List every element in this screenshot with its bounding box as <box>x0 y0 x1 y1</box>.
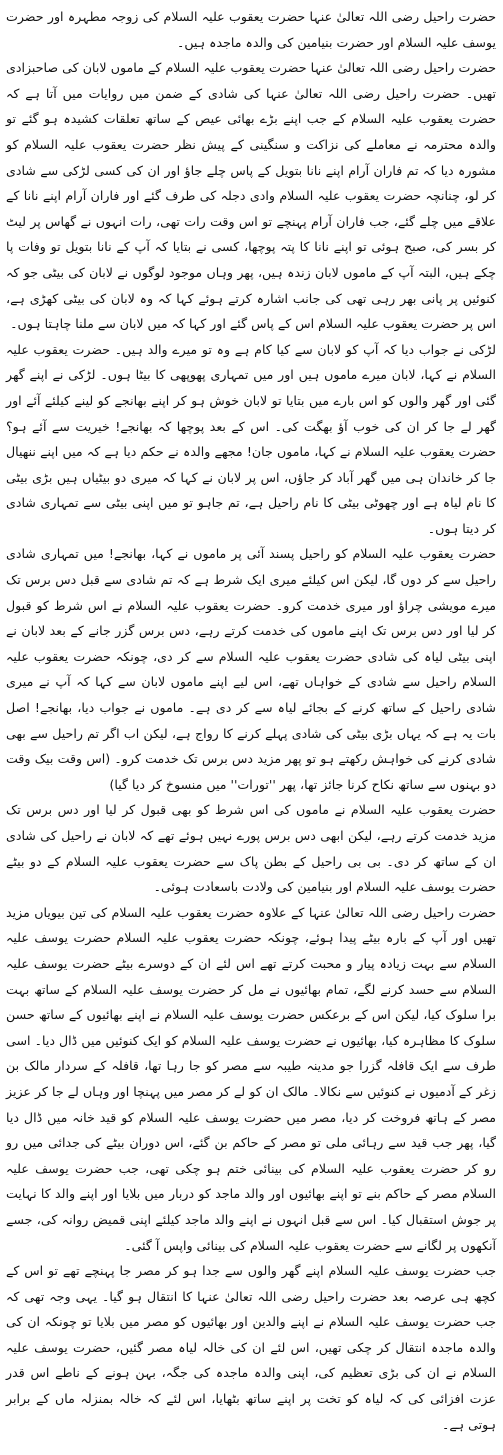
paragraph-meeting-laban: لڑکی نے جواب دیا کہ آپ کو لابان سے کیا کام ہے وہ تو میرے والد ہیں۔ حضرت یعقوب علیہ السلام نے کہا، لابان میرے ماموں ہیں اور میں تمہاری پھوپھی کا بیٹا ہوں۔ لڑکی نے اپنے گھر گئی اور گھر والوں کو اس بارے میں بتایا تو لابان خوش ہو کر اپنے بھانجے کو لینے کیلئے آئے اور گھر لے جا کر ان کی خوب آؤ بھگت کی۔ اس کے بعد پوچھا کہ بھانجے! خیریت سے آئے ہو؟ حضرت یعقوب علیہ السلام نے کہا، ماموں جان! مجھے والدہ نے حکم دیا ہے کہ میں اپنے ننھیال جا کر خاندان ہی میں گھر آباد کر جاؤں، اس پر لابان نے کہا کہ میری دو بیٹیاں ہیں بڑی بیٹی کا نام لیاہ ہے اور چھوٹی بیٹی کا نام راحیل ہے، تم جاہو تو میں اپنی بیٹی سے تمہاری شادی کر دیتا ہوں۔ <box>6 341 496 536</box>
paragraph-marriage-background: حضرت راحیل رضی اللہ تعالیٰ عنہا حضرت یعقوب علیہ السلام کے ماموں لابان کی صاحبزادی تھیں۔ حضرت راحیل رضی اللہ تعالیٰ عنہا کی شادی کے ضمن میں روایات میں آتا ہے کہ حضرت یعقوب علیہ السلام کے جب اپنے بڑے بھائی عیص کے ساتھ تعلقات کشیدہ ہو گئے تو والدہ محترمہ نے معاملے کی نزاکت و سنگینی کے پیش نظر حضرت یعقوب علیہ السلام کو مشورہ دیا کہ تم فاران آرام اپنے نانا بتویل کے پاس چلے جاؤ اور ان کی کسی لڑکی سے شادی کر لو، چنانچہ حضرت یعقوب علیہ السلام وادی دجلہ کی طرف گئے اور فاران آرام اپنے نانا کے علاقے میں چلے گئے، جب فاران آرام پہنچے تو اس وقت رات تھی، رات انہوں نے گھاس پر لیٹ کر بسر کی، صبح ہوئی تو اپنے نانا کا پتہ پوچھا، کسی نے بتایا کہ آپ کے نانا بتویل تو وفات پا چکے ہیں، البتہ آپ کے ماموں لابان زندہ ہیں، پھر وہاں موجود لوگوں نے لابان کی بیٹی جو کہ کنوئیں پر پانی بھر رہی تھی کی جانب اشارہ کرتے ہوئے کہا کہ وہ لابان کی بیٹی کھڑی ہے، اس پر حضرت یعقوب علیہ السلام اس کے پاس گئے اور کہا کہ میں لابان سے ملنا چاہتا ہوں۔ <box>6 60 496 332</box>
paragraph-marriage-rahil: حضرت یعقوب علیہ السلام نے ماموں کی اس شرط کو بھی قبول کر لیا اور دس برس تک مزید خدمت کرتے رہے، لیکن ابھی دس برس پورے نہیں ہوئے تھے کہ لابان نے راحیل کی شادی ان کے ساتھ کر دی۔ بی بی راحیل کے بطن پاک سے حضرت یعقوب علیہ السلام کے دو بیٹے حضرت یوسف علیہ السلام اور بنیامین کی ولادت باسعادت ہوئی۔ <box>6 802 496 895</box>
paragraph-intro: حضرت راحیل رضی اللہ تعالیٰ عنہا حضرت یعقوب علیہ السلام کی زوجہ مطہرہ اور حضرت یوسف علیہ السلام اور حضرت بنیامین کی والدہ ماجدہ ہیں۔ <box>6 9 496 50</box>
paragraph-service-condition: حضرت یعقوب علیہ السلام کو راحیل پسند آئی پر ماموں نے کہا، بھانجے! میں تمہاری شادی راحیل سے کر دوں گا، لیکن اس کیلئے میری ایک شرط ہے کہ تم شادی سے قبل دس برس تک میرے مویشی چراؤ اور میری خدمت کرو۔ حضرت یعقوب علیہ السلام نے اس شرط کو قبول کر لیا اور دس برس تک اپنے ماموں کی خدمت کرتے رہے، دس برس گزر جانے کے بعد لابان نے اپنی بیٹی لیاہ کی شادی حضرت یعقوب علیہ السلام سے کر دی، چونکہ حضرت یعقوب علیہ السلام راحیل سے شادی کے خواہاں تھے، اس لیے اپنے ماموں لابان سے کہا کہ آپ نے میری شادی راحیل کے ساتھ کرنے کے بجائے لیاہ سے کر دی ہے۔ ماموں نے جواب دیا، بھانجے! اصل بات یہ ہے کہ یہاں بڑی بیٹی کی شادی پہلے کرنے کا رواج ہے، لیکن اب اگر تم راحیل سے بھی شادی کرنے کی خواہش رکھتے ہو تو پھر مزید دس برس تک خدمت کرو۔ (اس وقت بیک وقت دو بہنوں سے ساتھ نکاح کرنا جائز تھا، پھر ''تورات'' میں منسوخ کر دیا گیا) <box>6 546 496 792</box>
paragraph-yusuf-story: حضرت راحیل رضی اللہ تعالیٰ عنہا کے علاوہ حضرت یعقوب علیہ السلام کی تین بیویاں مزید تھیں اور آپ کے بارہ بیٹے پیدا ہوئے، چونکہ حضرت یعقوب علیہ السلام حضرت یوسف علیہ السلام سے بہت زیادہ پیار و محبت کرتے تھے اس لئے ان کے دوسرے بیٹے حضرت یوسف علیہ السلام سے حسد کرنے لگے، تمام بھائیوں نے مل کر حضرت یوسف علیہ السلام کے ساتھ بہت برا سلوک کیا، لیکن اس کے برعکس حضرت یوسف علیہ السلام نے اپنے بھائیوں کے ساتھ حسن سلوک کا مظاہرہ کیا، بھائیوں نے حضرت یوسف علیہ السلام کو ایک کنوئیں میں ڈال دیا۔ اسی طرف سے ایک قافلہ گزرا جو مدینہ طیبہ سے مصر کو جا رہا تھا، قافلہ کے سردار مالک بن زغر کے آدمیوں نے کنوئیں سے نکالا۔ مالک ان کو لے کر مصر میں پہنچا اور وہاں لے جا کر عزیز مصر کے ہاتھ فروخت کر دیا، مصر میں حضرت یوسف علیہ السلام کو قید خانہ میں ڈال دیا گیا، پھر جب قید سے رہائی ملی تو مصر کے حاکم بن گئے، اس دوران بیٹے کی جدائی میں رو رو کر حضرت یعقوب علیہ السلام کی بینائی ختم ہو چکی تھی، جب حضرت یوسف علیہ السلام مصر کے حاکم بنے تو اپنے بھائیوں اور والد ماجد کو دربار میں بلایا اور اپنے والد کا نہایت پر جوش استقبال کیا۔ اس سے قبل انہوں نے اپنے والد ماجد کیلئے اپنی قمیض روانہ کی، جسے آنکھوں پر لگانے سے حضرت یعقوب علیہ السلام کی بینائی واپس آ گئی۔ <box>6 904 496 1253</box>
paragraph-rahil-death: جب حضرت یوسف علیہ السلام اپنے گھر والوں سے جدا ہو کر مصر جا پہنچے تھے تو اس کے کچھ ہی عرصہ بعد حضرت راحیل رضی اللہ تعالیٰ عنہا کا انتقال ہو گیا۔ یہی وجہ تھی کہ جب حضرت یوسف علیہ السلام نے اپنے والدین اور بھائیوں کو مصر میں بلایا تو چونکہ ان کی والدہ ماجدہ انتقال کر چکی تھیں، اس لئے ان کی خالہ لیاہ مصر گئیں، حضرت یوسف علیہ السلام نے ان کی بڑی تعظیم کی، اپنی والدہ ماجدہ کی جگہ، بہن ہونے کے ناطے اس قدر عزت افزائی کی کہ لیاہ کو تخت پر اپنے ساتھ بٹھایا، اس لئے کہ خالہ بمنزلہ ماں کے برابر ہوتی ہے۔ <box>6 1263 496 1432</box>
